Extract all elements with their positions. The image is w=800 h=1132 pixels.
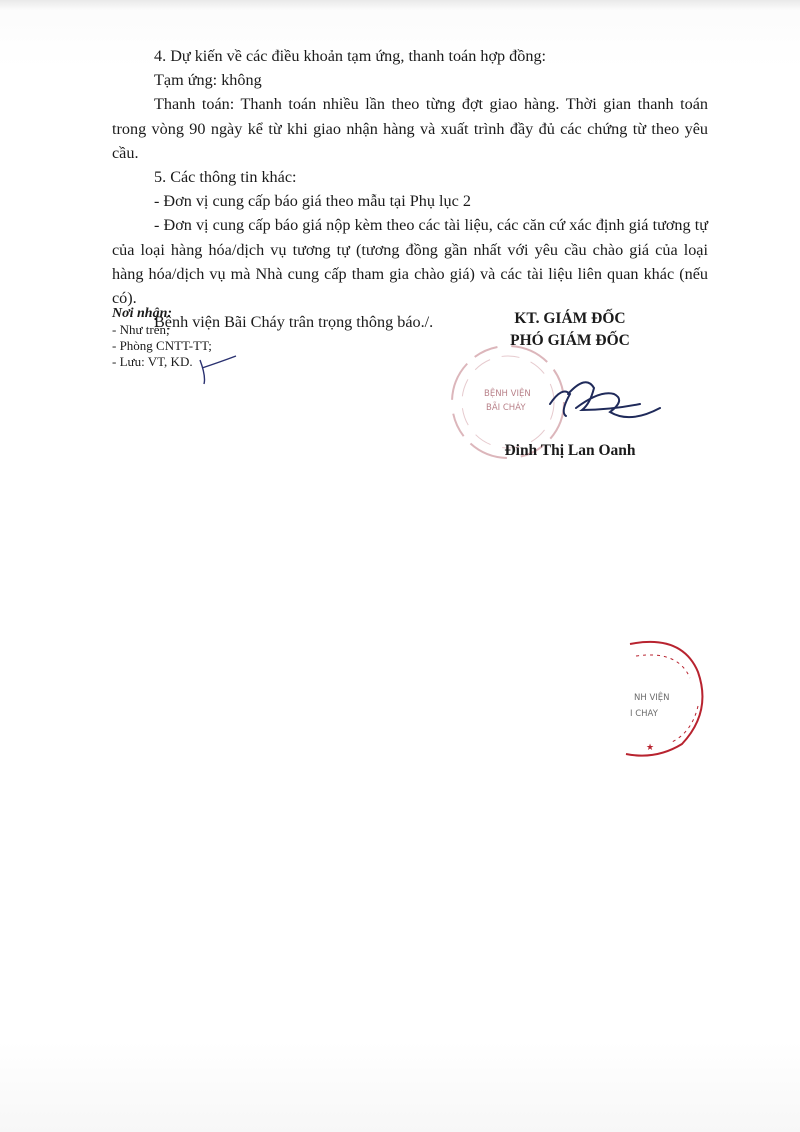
document-body xyxy=(112,44,708,334)
handwritten-signature xyxy=(490,364,690,444)
other-info-item-1: - Đơn vị cung cấp báo giá theo mẫu tại Phụ lục 2 xyxy=(154,192,471,211)
signature-block xyxy=(460,308,680,468)
initials-mark xyxy=(192,354,252,394)
page-seal-fragment xyxy=(612,632,712,762)
seal-line-1: BỆNH VIỆN xyxy=(484,389,531,399)
signature-title-line-2: PHÓ GIÁM ĐỐC xyxy=(510,332,630,349)
recipients-block xyxy=(112,306,342,370)
advance-payment-text: Tạm ứng: không xyxy=(154,71,262,90)
recipient-item: - Phòng CNTT-TT; xyxy=(112,338,212,353)
seal-line-2: BÃI CHÁY xyxy=(486,403,526,413)
section-5-heading: 5. Các thông tin khác: xyxy=(154,168,297,187)
recipient-item: - Lưu: VT, KD. xyxy=(112,354,193,369)
page-seal-line-2: I CHAY xyxy=(630,709,658,719)
scan-edge-shadow xyxy=(0,0,800,10)
signature-title-line-1: KT. GIÁM ĐỐC xyxy=(514,310,626,327)
closing-line: Bệnh viện Bãi Cháy trân trọng thông báo./. xyxy=(154,313,434,332)
section-4-heading: 4. Dự kiến về các điều khoản tạm ứng, thanh toán hợp đồng: xyxy=(154,47,547,65)
signer-name: Đinh Thị Lan Oanh xyxy=(504,442,636,459)
recipients-heading: Nơi nhận: xyxy=(112,306,173,321)
recipient-item: - Như trên; xyxy=(112,322,170,337)
svg-text:★: ★ xyxy=(646,743,655,753)
payment-terms-paragraph: Thanh toán: Thanh toán nhiều lần theo từng đợt giao hàng. Thời gian thanh toán trong vòng 90 ngày kể từ khi giao nhận hàng và xuất trình đầy đủ các chứng từ theo yêu cầu. xyxy=(112,95,708,162)
other-info-item-2: - Đơn vị cung cấp báo giá nộp kèm theo các tài liệu, các căn cứ xác định giá tương tự của loại hàng hóa/dịch vụ tương tự (tương đồng gần nhất với yêu cầu chào giá của loại hàng hóa/dịch vụ mà Nhà cung cấp tham gia chào giá) và các tài liệu liên quan khác (nếu có). xyxy=(112,216,708,308)
page-seal-line-1: NH VIỆN xyxy=(634,693,670,703)
